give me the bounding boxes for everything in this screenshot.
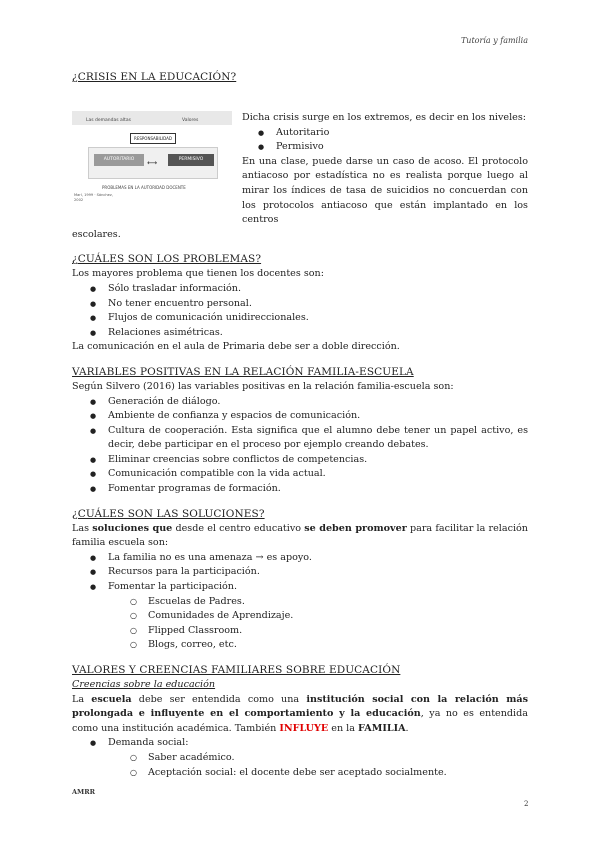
list-item: ● Fomentar programas de formación. — [100, 482, 528, 497]
participation-sublist — [108, 595, 528, 653]
page-content — [72, 70, 528, 790]
heading-values: VALORES Y CREENCIAS FAMILIARES SOBRE EDUCACIÓN — [72, 664, 401, 676]
list-item: ● Cultura de cooperación. Esta significa que el alumno debe tener un papel activo, es decir, debe participar en el proceso por ejemplo creando debates. — [100, 424, 528, 453]
crisis-text — [242, 85, 528, 228]
text-run: desde el centro educativo — [175, 522, 302, 534]
running-header: Tutoría y familia — [460, 36, 528, 45]
text-run: Las — [72, 522, 90, 534]
solutions-intro — [72, 522, 528, 551]
text-bold: FAMILIA — [358, 722, 406, 734]
list-item: ● Ambiente de confianza y espacios de comunicación. — [100, 409, 528, 424]
list-item-label: Demanda social: — [108, 737, 189, 749]
list-item: ● Relaciones asimétricas. — [100, 326, 528, 341]
text-run: en la — [331, 722, 355, 734]
text-run: para facilitar la relación familia escuela son: — [72, 522, 528, 549]
text-bold: escuela — [91, 693, 132, 705]
sublist-item: ○ Flipped Classroom. — [144, 624, 528, 639]
list-item: ● Flujos de comunicación unidireccionales. — [100, 311, 528, 326]
demand-sublist — [108, 751, 528, 780]
list-item: ● La familia no es una amenaza → es apoyo. — [100, 551, 528, 566]
diagram-label-right: Valores — [182, 118, 199, 123]
crisis-paragraph-end: escolares. — [72, 228, 121, 240]
list-item: ● Recursos para la participación. — [100, 565, 528, 580]
sublist-item: ○ Comunidades de Aprendizaje. — [144, 609, 528, 624]
demand-list — [72, 736, 528, 780]
text-highlight-red: INFLUYE — [279, 722, 329, 734]
crisis-intro: Dicha crisis surge en los extremos, es decir en los niveles: — [242, 112, 526, 123]
list-item — [100, 736, 528, 780]
variables-intro: Según Silvero (2016) las variables positivas en la relación familia-escuela son: — [72, 380, 454, 392]
list-item: ● Generación de diálogo. — [100, 395, 528, 410]
list-item: ● Eliminar creencias sobre conflictos de competencias. — [100, 453, 528, 468]
diagram-source: Marí, 1999 · Sánchez, 2002 — [74, 193, 113, 202]
heading-problems: ¿CUÁLES SON LOS PROBLEMAS? — [72, 253, 262, 266]
section-crisis — [72, 70, 528, 242]
crisis-paragraph: En una clase, puede darse un caso de acoso. El protocolo antiacoso por estadística no es realista porque luego al mirar los índices de tasa de suicidios no concuerdan con los protocolos antiacoso que están implantado en los centros — [242, 155, 528, 226]
section-variables — [72, 365, 528, 497]
list-item: ● Sólo trasladar información. — [100, 282, 528, 297]
text-bold: se deben promover — [304, 522, 407, 534]
heading-crisis: ¿CRISIS EN LA EDUCACIÓN? — [72, 71, 237, 83]
diagram-label-left: Las demandas altas — [86, 118, 131, 123]
problems-list — [72, 282, 528, 340]
section-values — [72, 663, 528, 780]
list-item: ● Permisivo — [268, 140, 528, 155]
diagram-caption: PROBLEMAS EN LA AUTORIDAD DOCENTE — [102, 185, 186, 190]
section-solutions — [72, 507, 528, 653]
diagram-center-box: RESPONSABILIDAD — [130, 133, 176, 144]
values-paragraph — [72, 693, 528, 737]
list-item: ● Comunicación compatible con la vida actual. — [100, 467, 528, 482]
diagram-arrow-icon: ⟷ — [147, 159, 158, 167]
sublist-item: ○ Aceptación social: el docente debe ser aceptado socialmente. — [144, 766, 528, 781]
text-bold: institución social con la relación más prolongada e influyente en el comportamiento y la educación — [72, 693, 528, 720]
list-item: ● No tener encuentro personal. — [100, 297, 528, 312]
text-bold: soluciones que — [92, 522, 173, 534]
footer-author: AMRR — [72, 788, 96, 796]
list-item: ● Autoritario — [268, 126, 528, 141]
text-run: , ya no es entendida como una institución académica. También — [72, 708, 528, 734]
text-run: . — [405, 722, 409, 734]
sublist-item: ○ Escuelas de Padres. — [144, 595, 528, 610]
heading-solutions: ¿CUÁLES SON LAS SOLUCIONES? — [72, 507, 265, 520]
problems-intro: Los mayores problema que tienen los docentes son: — [72, 268, 324, 280]
heading-variables: VARIABLES POSITIVAS EN LA RELACIÓN FAMILIA-ESCUELA — [72, 365, 414, 378]
text-run: debe ser entendida como una — [138, 693, 300, 705]
sublist-item: ○ Saber académico. — [144, 751, 528, 766]
sublist-item: ○ Blogs, correo, etc. — [144, 638, 528, 653]
diagram-box-authoritarian: AUTORITARIO — [94, 154, 144, 166]
list-item-label: Fomentar la participación. — [108, 581, 238, 593]
section-problems — [72, 252, 528, 355]
authority-diagram — [72, 111, 232, 207]
variables-list — [72, 395, 528, 497]
problems-closing: La comunicación en el aula de Primaria debe ser a doble dirección. — [72, 341, 400, 353]
list-item — [100, 580, 528, 653]
subheading-beliefs: Creencias sobre la educación — [72, 679, 216, 690]
page-number: 2 — [524, 800, 529, 808]
diagram-box-permissive: PERMISIVO — [168, 154, 214, 166]
crisis-levels-list — [242, 126, 528, 155]
text-run: La — [72, 693, 85, 705]
solutions-list — [72, 551, 528, 653]
